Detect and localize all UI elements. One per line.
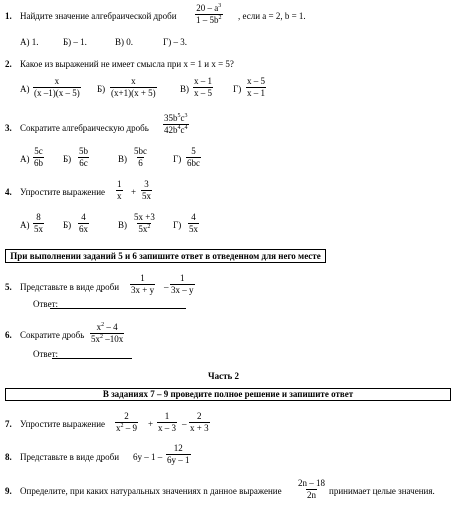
q2-label-a: А) <box>20 84 30 94</box>
q7-fraction-1: $\frac{2}{x^2 - 9}$ <box>116 411 137 433</box>
q5-fraction-2: $\frac{1}{3x - y}$ <box>171 273 194 295</box>
q1-answer-b: Б) – 1. <box>63 37 87 47</box>
q5-answer-line[interactable] <box>50 308 186 309</box>
q5-number: 5. <box>5 282 12 292</box>
q7-minus: – <box>182 419 187 429</box>
q4-plus: + <box>131 187 137 197</box>
q3-label-a: А) <box>20 154 30 164</box>
q9-number: 9. <box>5 486 12 496</box>
q7-text: Упростите выражение <box>20 419 106 429</box>
q3-number: 3. <box>5 123 12 133</box>
q3-option-b: $\frac{5b}{6c}$ <box>79 146 88 168</box>
q2-text: Какое из выражений не имеет смысла при x = 1 и x = 5? <box>20 59 234 69</box>
q8-number: 8. <box>5 452 12 462</box>
instruction-banner-1: При выполнении заданий 5 и 6 запишите ответ в отведенном для него месте <box>5 249 326 263</box>
q5-fraction-1: $\frac{1}{3x + y}$ <box>131 273 155 295</box>
q1-number: 1. <box>5 11 12 21</box>
q6-answer-line[interactable] <box>52 358 132 359</box>
q2-label-d: Г) <box>233 84 242 94</box>
q2-label-c: В) <box>180 84 189 94</box>
q7-fraction-2: $\frac{1}{x - 3}$ <box>158 411 176 433</box>
q2-option-b: $\frac{x}{(x+1)(x + 5)}$ <box>111 76 156 98</box>
q3-text: Сократите алгебраическую дробь <box>20 123 149 133</box>
q4-option-c: $\frac{5x +3}{5x^2}$ <box>134 212 155 234</box>
q4-fraction-2: $\frac{3}{5x}$ <box>142 179 151 201</box>
q1-condition: , если a = 2, b = 1. <box>238 11 306 21</box>
q2-option-a: $\frac{x}{(x -1)(x - 5)}$ <box>34 76 80 98</box>
q8-fraction: $\frac{12}{6y - 1}$ <box>167 443 190 465</box>
q4-text: Упростите выражение <box>20 187 106 197</box>
q2-option-c: $\frac{x - 1}{x - 5}$ <box>194 76 212 98</box>
q3-option-c: $\frac{5bc}{6}$ <box>134 146 147 168</box>
q3-option-d: $\frac{5}{6bc}$ <box>187 146 200 168</box>
q4-option-d: $\frac{4}{5x}$ <box>189 212 198 234</box>
q2-number: 2. <box>5 59 12 69</box>
q2-label-b: Б) <box>97 84 106 94</box>
q4-label-d: Г) <box>173 220 182 230</box>
q4-option-b: $\frac{4}{6x}$ <box>79 212 88 234</box>
q8-expression: 6y – 1 – <box>133 452 163 462</box>
q9-text: Определите, при каких натуральных значениях n данное выражение <box>20 486 282 496</box>
q7-fraction-3: $\frac{2}{x + 3}$ <box>190 411 209 433</box>
instruction-banner-2: В заданиях 7 – 9 проведите полное решение и запишите ответ <box>5 388 451 401</box>
part-2-heading: Часть 2 <box>208 371 240 381</box>
q3-label-d: Г) <box>173 154 182 164</box>
q6-answer-label: Ответ: <box>33 349 59 359</box>
q5-minus: – <box>164 282 169 292</box>
q1-text: Найдите значение алгебраической дроби <box>20 11 177 21</box>
q6-text: Сократите дробь <box>20 330 85 340</box>
q1-answer-d: Г) – 3. <box>163 37 187 47</box>
q4-label-c: В) <box>118 220 127 230</box>
q8-text: Представьте в виде дроби <box>20 452 120 462</box>
q2-option-d: $\frac{x - 5}{x - 1}$ <box>247 76 265 98</box>
q3-option-a: $\frac{5c}{6b}$ <box>34 146 43 168</box>
q4-fraction-1: $\frac{1}{x}$ <box>117 179 122 201</box>
q6-number: 6. <box>5 330 12 340</box>
q5-answer-label: Ответ: <box>33 299 59 309</box>
q3-label-c: В) <box>118 154 127 164</box>
q7-number: 7. <box>5 419 12 429</box>
q3-label-b: Б) <box>63 154 72 164</box>
q3-fraction: $\frac{35b^5c^3}{42b^4c^4}$ <box>164 113 188 135</box>
q7-plus: + <box>148 419 154 429</box>
q6-fraction: $\frac{x^2 - 4}{5x^2 -10x}$ <box>91 322 124 344</box>
q9-fraction: $\frac{2n - 18}{2n}$ <box>298 478 325 500</box>
q4-option-a: $\frac{8}{5x}$ <box>34 212 43 234</box>
q4-label-a: А) <box>20 220 30 230</box>
q1-answer-a: А) 1. <box>20 37 39 47</box>
q1-answer-c: В) 0. <box>115 37 133 47</box>
q5-text: Представьте в виде дроби <box>20 282 120 292</box>
q1-fraction: $\frac{20 - a^3}{1 - 5b^2}$ <box>196 3 222 25</box>
q9-tail: принимает целые значения. <box>329 486 435 496</box>
q4-number: 4. <box>5 187 12 197</box>
q4-label-b: Б) <box>63 220 72 230</box>
